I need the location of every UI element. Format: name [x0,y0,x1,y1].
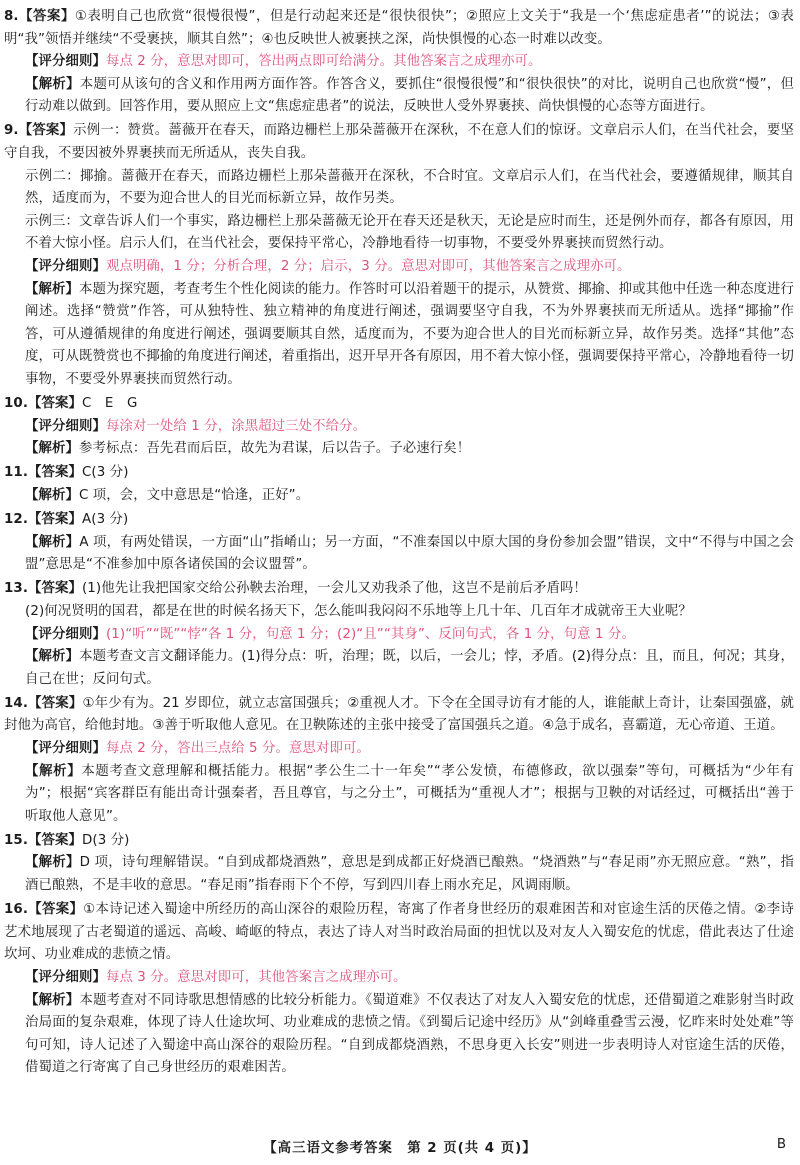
paragraph-text: 示例一：赞赏。蔷薇开在春天，而路边栅栏上那朵蔷薇开在深秋，不在意人们的惊讶。文章启示人们，在当代社会，要坚守自我，不要因被外界裹挟而无所适从，丧失自我。 [4,123,794,162]
paragraph-text: A 项，有两处错误，一方面“山”指崤山；另一方面，“不准秦国以中原大国的身份参加会盟”错误，文中“不得与中国之会盟”意思是“不准参加中原各诸侯国的会议盟誓”。 [25,534,794,573]
section-label: 【评分细则】 [25,969,106,985]
answer [4,211,794,256]
section-label: 【解析】 [25,487,79,503]
analysis [4,646,794,691]
section-label: 【解析】 [25,534,80,550]
answer [4,578,794,601]
question-q8 [4,6,794,119]
analysis [4,279,794,392]
paragraph-text: ①年少有为。21 岁即位，就立志富国强兵；②重视人才。下令在全国寻访有才能的人，谁能献上奇计，让秦国强盛，就封他为高官，给他封地。③善于听取他人意见。在卫鞅陈述的主张中接受了富国强兵之道。④急于成名，喜霸道，无心帝道、王道。 [4,695,795,734]
question-q14 [4,693,794,829]
analysis [4,532,794,577]
section-label: 8.【答案】 [4,9,75,24]
paragraph-text: 参考标点：吾先君而后臣，故先为君谋，后以告子。子必速行矣！ [78,441,471,457]
page-footer [0,1137,800,1161]
question-q12 [4,509,794,577]
answer [4,462,794,485]
paragraph-text: 每点 2 分，答出三点给 5 分。意思对即可。 [105,741,370,756]
section-label: 15.【答案】 [4,832,82,848]
paragraph-text: (2)何况贤明的国君，都是在世的时候名扬天下，怎么能叫我闷闷不乐地等上几十年、几百年才成就帝王大业呢？ [25,603,692,619]
section-label: 【解析】 [25,281,79,297]
section-label: 【解析】 [25,763,82,779]
section-label: 【解析】 [25,992,80,1008]
answer [4,393,794,416]
paragraph-text: (1)他先让我把国家交给公孙鞅去治理，一会儿又劝我杀了他，这岂不是前后矛盾吗！ [81,581,587,597]
scoring-rule [4,256,794,279]
paragraph-text: 本题考查对不同诗歌思想情感的比较分析能力。《蜀道难》不仅表达了对友人入蜀安危的忧虑，还借蜀道之难影射当时政治局面的复杂艰难，体现了诗人仕途坎坷、功业难成的悲愤之情。《到蜀后记途中经历》从“剑峰重叠雪云漫，忆昨来时处处难”等句可知，诗人记述了入蜀途中高山深谷的艰险历程。“自到成都烧酒熟，不思身更入长安”则进一步表明诗人对宦途生活的厌倦，借蜀道之行寄寓了自己身世经历的艰难困苦。 [25,992,794,1076]
section-label: 【评分细则】 [25,626,106,642]
question-q13 [4,578,794,691]
scoring-rule [4,624,794,647]
section-label: 【解析】 [25,76,80,92]
section-label: 【评分细则】 [25,418,106,434]
answer-document [4,6,794,1081]
scoring-rule [4,967,794,990]
scoring-rule [4,416,794,439]
paragraph-text: 每点 2 分，意思对即可，答出两点即可给满分。其他答案言之成理亦可。 [105,54,542,70]
section-label: 14.【答案】 [4,695,83,711]
paragraph-text: A(3 分) [81,512,129,528]
section-label: 10.【答案】 [4,396,82,412]
paragraph-text: ①表明自己也欣赏“很慢很慢”，但是行动起来还是“很快很快”；②照应上文关于“我是一个‘焦虑症患者’”的说法；③表明“我”领悟并继续“不受裹挟，顺其自然”；④也反映世人被裹挟之深，尚快惧慢的心态一时难以改变。 [4,9,794,47]
analysis [4,438,794,461]
section-label: 【解析】 [25,441,79,457]
section-label: 【解析】 [25,855,80,871]
section-label: 16.【答案】 [4,902,84,918]
answer [4,6,794,51]
analysis [4,852,794,897]
paragraph-text: 示例二：揶揄。蔷薇开在春天，而路边栅栏上那朵蔷薇开在深秋，不合时宜。文章启示人们，在当代社会，要遵循规律，顺其自然，适度而为，不要为迎合世人的目光而标新立异，故作另类。 [25,168,794,207]
analysis [4,74,794,119]
answer [4,509,794,532]
question-q16 [4,899,794,1080]
section-label: 12.【答案】 [4,512,82,528]
paragraph-text: 每涂对一处给 1 分，涂黑超过三处不给分。 [105,418,367,434]
answer [4,166,794,211]
section-label: 【评分细则】 [25,259,106,275]
question-q10 [4,393,794,461]
paragraph-text: C 项，会，文中意思是“恰逢，正好”。 [78,487,310,503]
question-q11 [4,462,794,507]
section-label: 13.【答案】 [4,581,82,597]
paragraph-text: C E G [81,396,138,412]
paragraph-text: 观点明确，1 分；分析合理，2 分；启示，3 分。意思对即可，其他答案言之成理亦可。 [105,259,631,275]
section-label: 9.【答案】 [4,123,74,139]
answer [4,830,794,853]
paragraph-text: 本题考查文意理解和概括能力。根据“孝公生二十一年矣”“孝公发愤，布德修政，欲以强秦”等句，可概括为“少年有为”；根据“宾客群臣有能出奇计强秦者，吾且尊官，与之分土”，可概括为“重视人才”；根据与卫鞅的对话经过，可概括出“善于听取他人意见”。 [25,763,794,824]
paragraph-text: (1)“听”“既”“悖”各 1 分，句意 1 分；(2)“且”“其身”、反问句式，各 1 分，句意 1 分。 [105,626,635,642]
analysis [4,761,794,829]
paragraph-text: D 项，诗句理解错误。“自到成都烧酒熟”，意思是到成都正好烧酒已酿熟。“烧酒熟”与“春足雨”亦无照应意。“熟”，指酒已酿熟，不是丰收的意思。“春足雨”指春雨下个不停，写到四川春上雨水充足，风调雨顺。 [25,855,794,894]
answer [4,899,794,967]
paragraph-text: C(3 分) [81,465,129,481]
section-label: 【解析】 [25,649,80,665]
answer [4,120,794,165]
paragraph-text: 每点 3 分。意思对即可，其他答案言之成理亦可。 [105,969,407,985]
section-label: 【评分细则】 [25,54,106,70]
paragraph-text: 本题可从该句的含义和作用两方面作答。作答含义，要抓住“很慢很慢”和“很快很快”的对比，说明自己也欣赏“慢”，但行动难以做到。回答作用，要从照应上文“焦虑症患者”的说法，反映世人受外界裹挟、尚快惧慢的心态等方面进行。 [25,76,794,115]
footer-title: 【高三语文参考答案 第 2 页(共 4 页)】 [263,1141,537,1156]
question-q15 [4,830,794,898]
paragraph-text: 本题考查文言文翻译能力。(1)得分点：听，治理；既，以后，一会儿；悖，矛盾。(2)得分点：且，而且，何况；其身，自己在世；反问句式。 [25,649,794,687]
scoring-rule [4,738,794,761]
answer [4,693,794,738]
paper-version-mark: B [776,1137,786,1152]
scoring-rule [4,51,794,74]
paragraph-text: D(3 分) [81,832,130,848]
answer [4,601,794,624]
question-q9 [4,120,794,391]
paragraph-text: ①本诗记述入蜀途中所经历的高山深谷的艰险历程，寄寓了作者身世经历的艰难困苦和对宦途生活的厌倦之情。②李诗艺术地展现了古老蜀道的遥远、高峻、崎岖的特点，表达了诗人对当时政治局面的担忧以及对友人入蜀安危的忧虑，借此表达了仕途坎坷、功业难成的悲愤之情。 [4,902,794,963]
section-label: 11.【答案】 [4,465,82,481]
analysis [4,990,794,1080]
paragraph-text: 示例三：文章告诉人们一个事实，路边栅栏上那朵蔷薇无论开在春天还是秋天，无论是应时而生，还是例外而存，都各有原因，用不着大惊小怪。启示人们，在当代社会，要保持平常心，冷静地看待一切事物，不要受外界裹挟而贸然行动。 [25,213,794,252]
section-label: 【评分细则】 [25,741,106,756]
analysis [4,485,794,508]
paragraph-text: 本题为探究题，考查考生个性化阅读的能力。作答时可以沿着题干的提示，从赞赏、揶揄、抑或其他中任选一种态度进行阐述。选择“赞赏”作答，可从独特性、独立精神的角度进行阐述，强调要坚守自我，不为外界裹挟而无所适从。选择“揶揄”作答，可从遵循规律的角度进行阐述，强调要顺其自然，适度而为，不要为迎合世人的目光而标新立异，故作另类。选择“其他”态度，可从既赞赏也不揶揄的角度进行阐述，着重指出，迟开早开各有原因，用不着大惊小怪，强调要保持平常心，冷静地看待一切事物，不要受外界裹挟而贸然行动。 [25,281,794,387]
